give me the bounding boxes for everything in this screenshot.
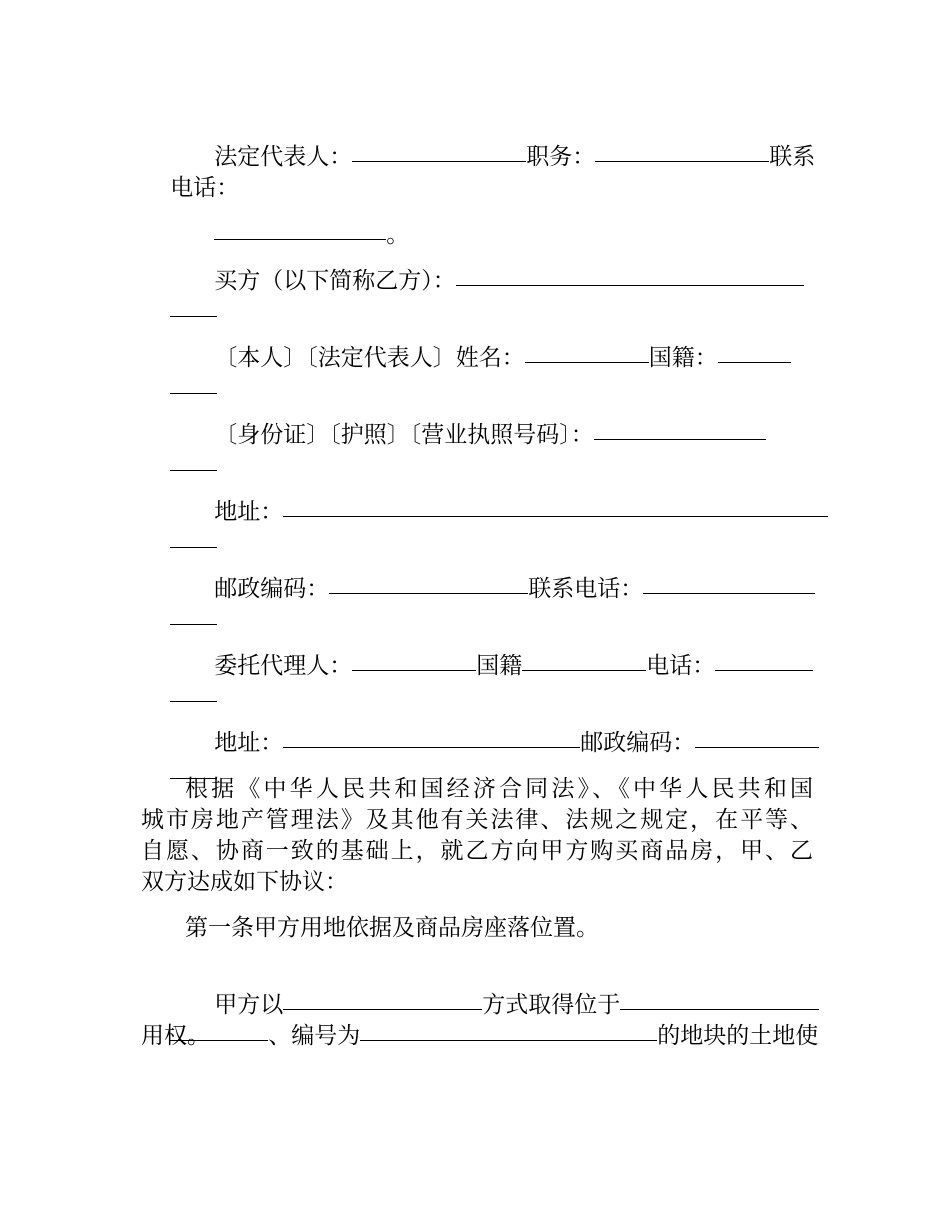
phone-label: 联系电话： [528, 576, 644, 602]
preamble-line-3: 自愿、协商一致的基础上，就乙方向甲方购买商品房，甲、乙 [141, 838, 813, 864]
agent-phone-label: 电话： [646, 653, 716, 679]
agent-label: 委托代理人： [214, 653, 353, 679]
contact-label-part2: 电话： [170, 175, 240, 201]
agent-phone-blank[interactable] [715, 669, 813, 671]
name-blank[interactable] [525, 361, 649, 363]
contact-label-part1: 联系 [769, 144, 816, 170]
preamble-line-4: 双方达成如下协议： [141, 869, 348, 895]
postcode-label: 邮政编码： [214, 576, 330, 602]
postcode-blank[interactable] [329, 592, 528, 594]
agent-blank[interactable] [352, 669, 476, 671]
buyer-label: 买方（以下简称乙方）： [214, 268, 456, 294]
name-label: 〔本人〕〔法定代表人〕姓名： [214, 345, 525, 371]
nationality-blank[interactable] [718, 361, 791, 363]
agent-nationality-label: 国籍 [476, 653, 523, 679]
position-blank[interactable] [595, 160, 769, 162]
agent-postcode-blank[interactable] [695, 746, 819, 748]
agent-address-label: 地址： [214, 730, 284, 756]
agent-nationality-blank[interactable] [522, 669, 646, 671]
land-use-label: 的地块的土地使 [657, 1023, 819, 1049]
nationality-label: 国籍： [648, 345, 718, 371]
preamble-line-2: 城市房地产管理法》及其他有关法律、法规之规定，在平等、 [141, 807, 813, 833]
land-location-label: 方式取得位于 [482, 992, 621, 1018]
position-label: 职务： [526, 144, 596, 170]
article-one-heading: 第一条甲方用地依据及商品房座落位置。 [185, 915, 599, 941]
contact-phone-blank[interactable] [643, 592, 815, 594]
agent-address-blank[interactable] [283, 746, 580, 748]
legal-rep-label: 法定代表人： [214, 144, 353, 170]
id-label: 〔身份证〕〔护照〕〔营业执照号码〕： [214, 422, 594, 448]
preamble-line-1: 根据《中华人民共和国经济合同法》、《中华人民共和国 [185, 776, 813, 802]
agent-postcode-label: 邮政编码： [580, 730, 696, 756]
buyer-blank[interactable] [456, 284, 804, 286]
period: 。 [386, 222, 410, 248]
id-blank[interactable] [594, 438, 766, 440]
land-number-label: 、编号为 [268, 1023, 361, 1049]
legal-rep-blank[interactable] [352, 160, 526, 162]
address-label: 地址： [214, 499, 284, 525]
land-use-line-3: 用权。 [141, 1023, 210, 1049]
address-blank[interactable] [283, 515, 828, 517]
land-method-label: 甲方以 [214, 992, 284, 1018]
